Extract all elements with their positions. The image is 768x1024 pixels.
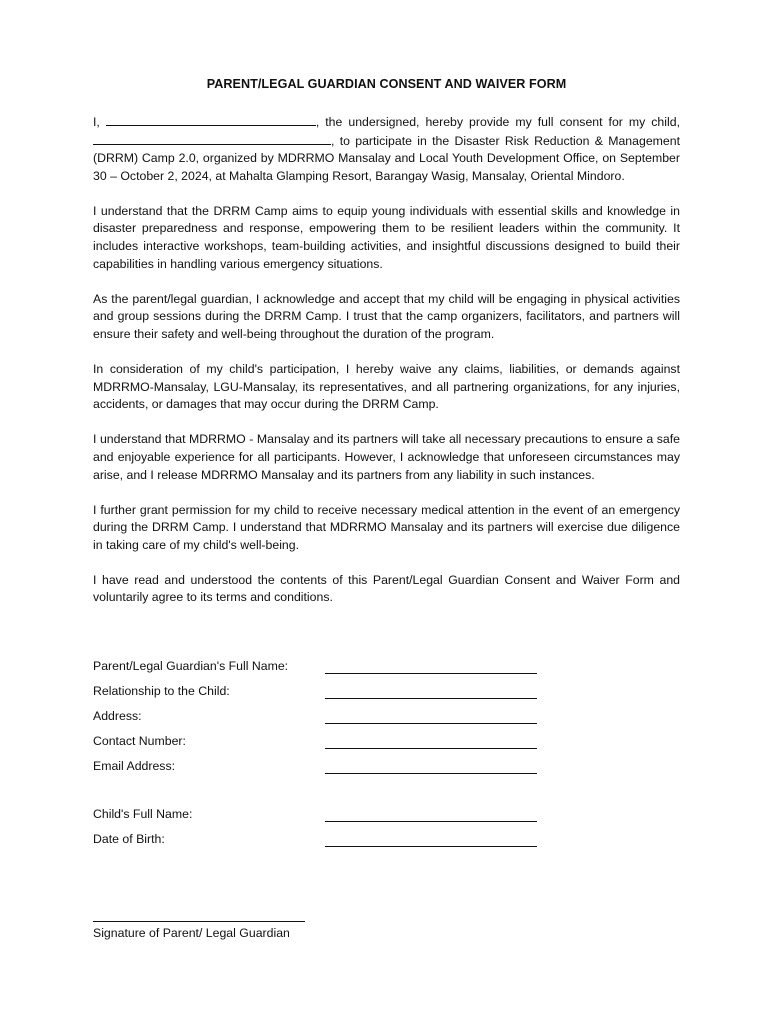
date-of-birth-line[interactable] bbox=[325, 846, 537, 847]
parent-name-blank[interactable] bbox=[106, 113, 316, 126]
field-label: Contact Number: bbox=[93, 734, 186, 748]
child-name-blank[interactable] bbox=[93, 132, 331, 145]
field-child-name bbox=[93, 807, 680, 827]
paragraph-precautions: I understand that MDRRMO - Mansalay and its partners will take all necessary precautions to ensure a safe and enjoyable experience for all participants. However, I acknowledge that unforeseen circumstances may arise, and I release MDRRMO Mansalay and its partners from any liability in such instances. bbox=[93, 432, 680, 482]
email-line[interactable] bbox=[325, 773, 537, 774]
child-name-line[interactable] bbox=[325, 821, 537, 822]
form-title: PARENT/LEGAL GUARDIAN CONSENT AND WAIVER FORM bbox=[206, 77, 567, 91]
field-label: Parent/Legal Guardian's Full Name: bbox=[93, 659, 289, 673]
signature-label: Signature of Parent/ Legal Guardian bbox=[93, 926, 290, 940]
field-address bbox=[93, 709, 680, 729]
paragraph-medical: I further grant permission for my child to receive necessary medical attention in the event of an emergency during the DRRM Camp. I understand that MDRRMO Mansalay and its partners will exercise due diligence in taking care of my child's well-being. bbox=[93, 502, 680, 552]
field-guardian-name bbox=[93, 659, 680, 679]
intro-start: I, bbox=[93, 115, 100, 129]
field-email bbox=[93, 759, 680, 779]
field-label: Address: bbox=[93, 709, 142, 723]
relationship-line[interactable] bbox=[325, 698, 537, 699]
field-label: Child's Full Name: bbox=[93, 807, 193, 821]
field-date-of-birth bbox=[93, 832, 680, 852]
intro-paragraph bbox=[93, 113, 680, 185]
address-line[interactable] bbox=[325, 723, 537, 724]
field-label: Email Address: bbox=[93, 759, 176, 773]
form-body bbox=[93, 113, 680, 625]
intro-middle: , the undersigned, hereby provide my full consent for my child, bbox=[315, 115, 680, 129]
field-relationship bbox=[93, 684, 680, 704]
field-contact-number bbox=[93, 734, 680, 754]
guardian-name-line[interactable] bbox=[325, 673, 537, 674]
paragraph-camp-aims: I understand that the DRRM Camp aims to equip young individuals with essential skills and knowledge in disaster preparedness and response, empowering them to be resilient leaders within the community. It includes interactive workshops, team-building activities, and insightful discussions designed to build their capabilities in handling various emergency situations. bbox=[93, 203, 680, 271]
paragraph-agreement: I have read and understood the contents of this Parent/Legal Guardian Consent and Waiver Form and voluntarily agree to its terms and conditions. bbox=[93, 572, 680, 605]
intro-end: , to participate in the Disaster Risk Reduction & Management (DRRM) Camp 2.0, organized by MDRRMO Mansalay and Local Youth Development Office, on September 30 – October 2, 2024, at Mahalta Glamping Resort, Barangay Wasig, Mansalay, Oriental Mindoro. bbox=[93, 133, 680, 183]
paragraph-waiver: In consideration of my child's participation, I hereby waive any claims, liabilities, or demands against MDRRMO-Mansalay, LGU-Mansalay, its representatives, and all partnering organizations, for any injuries, accidents, or damages that may occur during the DRRM Camp. bbox=[93, 362, 680, 412]
contact-number-line[interactable] bbox=[325, 748, 537, 749]
signature-line[interactable] bbox=[93, 921, 305, 922]
field-label: Relationship to the Child: bbox=[93, 684, 230, 698]
paragraph-acknowledge: As the parent/legal guardian, I acknowledge and accept that my child will be engaging in physical activities and group sessions during the DRRM Camp. I trust that the camp organizers, facilitators, and partners will ensure their safety and well-being throughout the duration of the program. bbox=[93, 291, 680, 341]
field-label: Date of Birth: bbox=[93, 832, 165, 846]
